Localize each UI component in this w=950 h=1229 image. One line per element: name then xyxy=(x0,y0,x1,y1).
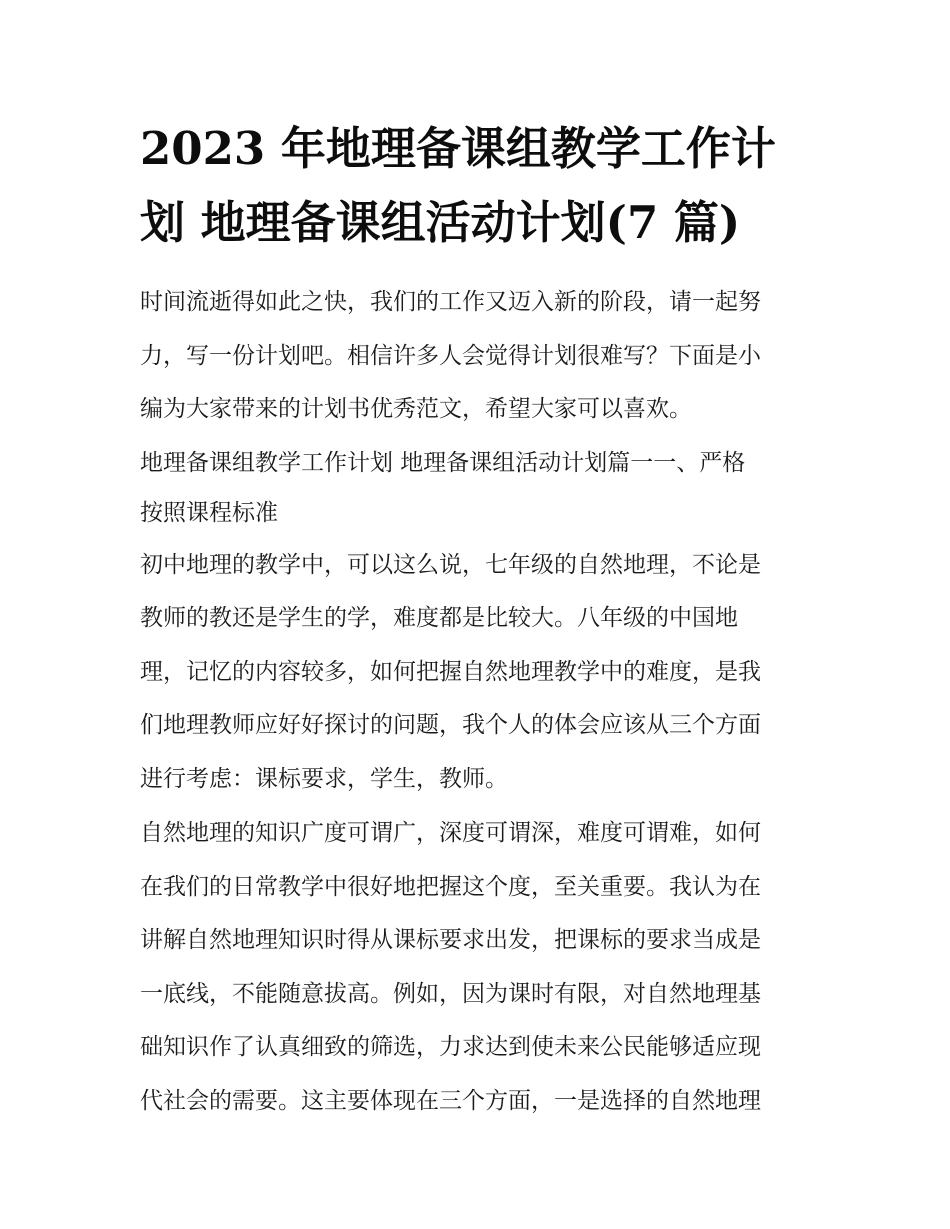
text-line: 一底线，不能随意拔高。例如，因为课时有限，对自然地理基 xyxy=(140,980,761,1007)
text-line: 按照课程标准 xyxy=(140,499,278,526)
text-line: 自然地理的知识广度可谓广，深度可谓深，难度可谓难，如何 xyxy=(140,820,761,846)
body-paragraph xyxy=(140,539,812,807)
body-paragraph xyxy=(140,807,812,1128)
text-line: 教师的教还是学生的学，难度都是比较大。八年级的中国地 xyxy=(140,605,738,631)
title-line: 2023 年地理备课组教学工作计 xyxy=(140,122,776,175)
text-line: 讲解自然地理知识时得从课标要求出发，把课标的要求当成是 xyxy=(140,927,761,953)
text-line: 地理备课组教学工作计划 地理备课组活动计划篇一一、严格 xyxy=(140,449,746,476)
title-line: 划 地理备课组活动计划(7 篇) xyxy=(140,196,741,249)
text-line: 在我们的日常教学中很好地把握这个度，至关重要。我认为在 xyxy=(140,873,761,900)
intro-paragraph xyxy=(140,276,812,437)
document-body xyxy=(140,276,812,1129)
text-line: 础知识作了认真细致的筛选，力求达到使未来公民能够适应现 xyxy=(140,1034,761,1060)
document-title xyxy=(140,112,812,260)
section-heading-paragraph xyxy=(140,438,812,538)
text-line: 时间流逝得如此之快，我们的工作又迈入新的阶段，请一起努 xyxy=(140,289,761,315)
text-line: 编为大家带来的计划书优秀范文，希望大家可以喜欢。 xyxy=(140,396,692,422)
text-line: 们地理教师应好好探讨的问题，我个人的体会应该从三个方面 xyxy=(140,712,761,738)
text-line: 力，写一份计划吧。相信许多人会觉得计划很难写？下面是小 xyxy=(140,342,761,369)
text-line: 代社会的需要。这主要体现在三个方面，一是选择的自然地理 xyxy=(140,1087,761,1114)
text-line: 初中地理的教学中，可以这么说，七年级的自然地理，不论是 xyxy=(140,551,761,578)
text-line: 理，记忆的内容较多，如何把握自然地理教学中的难度，是我 xyxy=(140,658,761,685)
text-line: 进行考虑：课标要求，学生，教师。 xyxy=(140,765,508,792)
